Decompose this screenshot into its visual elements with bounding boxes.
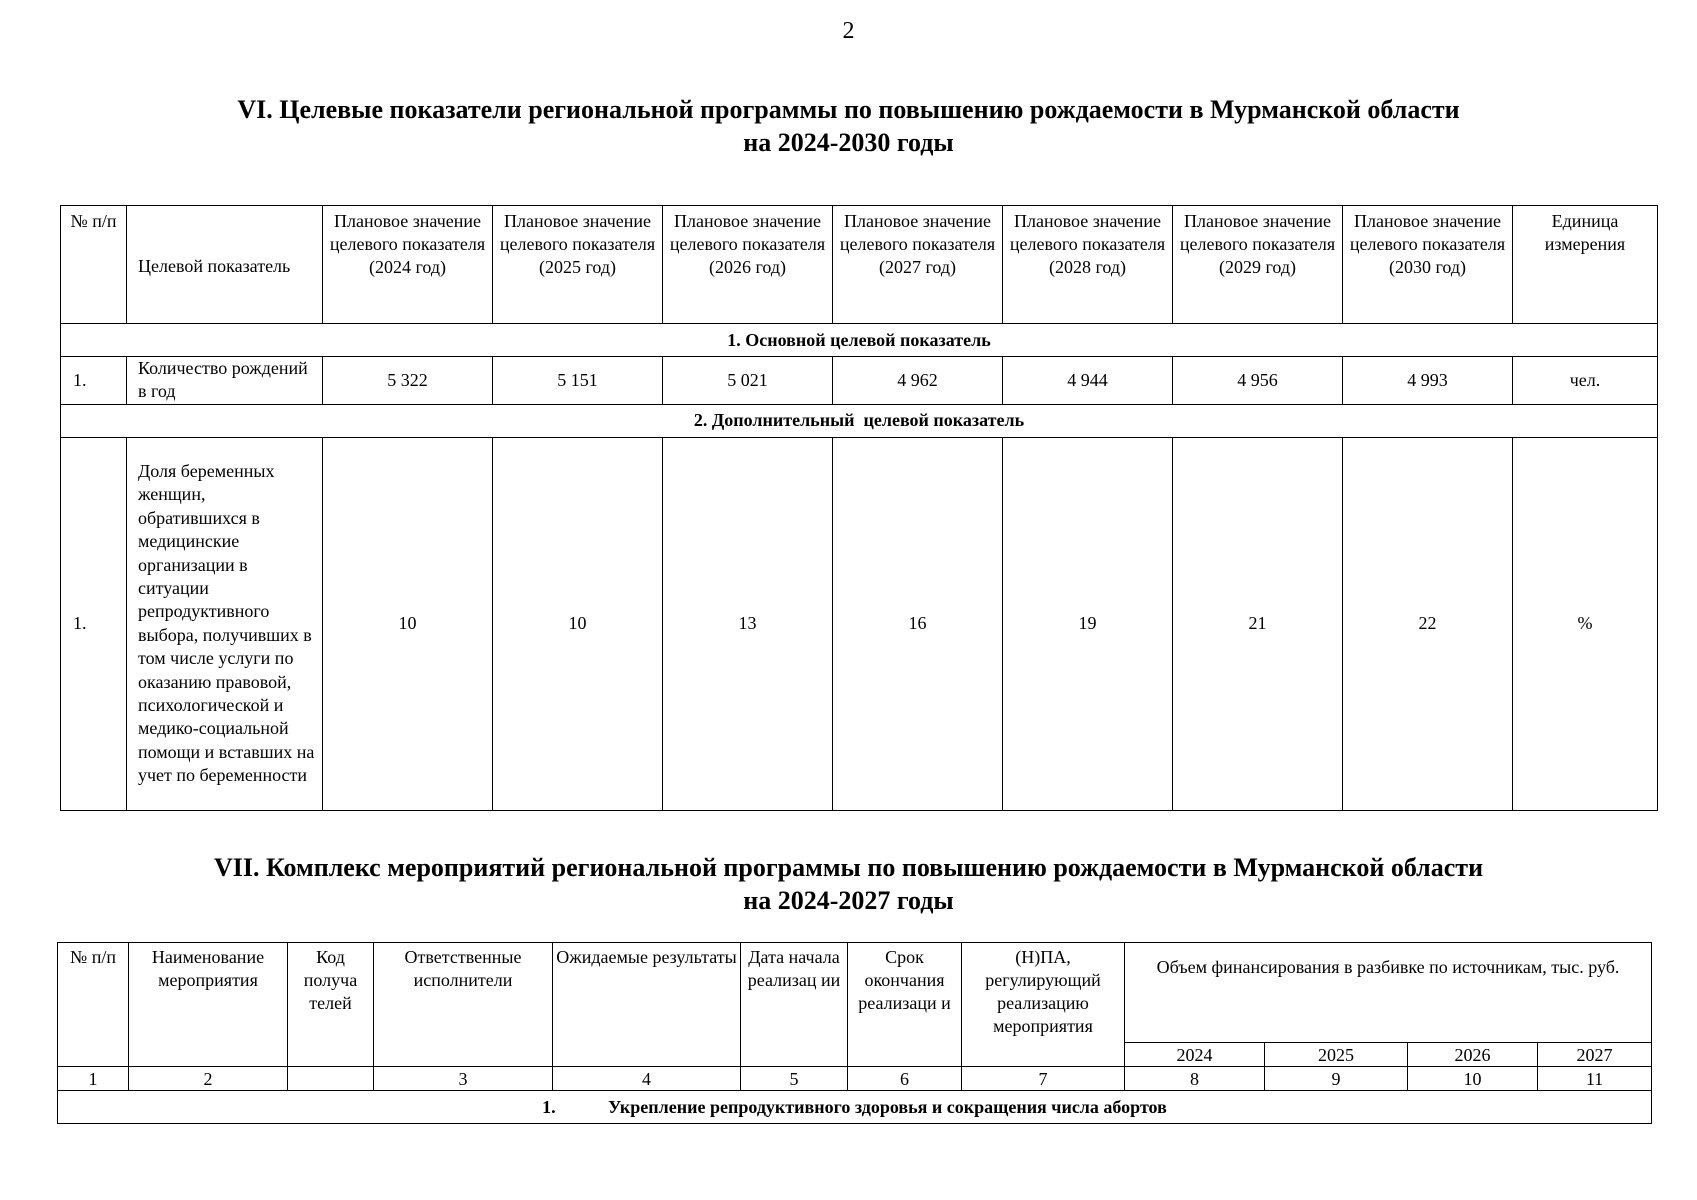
value-2029: 21 — [1173, 437, 1343, 810]
value-2028: 4 944 — [1003, 357, 1173, 405]
section-6-title-line-2: на 2024-2030 годы — [743, 128, 954, 157]
table-header-row — [58, 943, 1652, 1043]
column-number: 10 — [1408, 1067, 1538, 1091]
column-number — [288, 1067, 374, 1091]
section-heading — [58, 1091, 1652, 1124]
section-number: 1. — [542, 1096, 556, 1117]
table-row — [61, 437, 1658, 810]
header-no: № п/п — [58, 943, 129, 1067]
column-number: 8 — [1125, 1067, 1265, 1091]
header-year-2024: Плановое значение целевого показателя (2024 год) — [323, 206, 493, 324]
header-year-2024: 2024 — [1125, 1043, 1265, 1067]
value-2028: 19 — [1003, 437, 1173, 810]
section-6-title — [0, 93, 1697, 159]
section-7-title-line-2: на 2024-2027 годы — [743, 886, 954, 915]
header-unit: Единица измерения — [1513, 206, 1658, 324]
column-number: 4 — [553, 1067, 741, 1091]
column-number: 6 — [848, 1067, 962, 1091]
column-number: 7 — [962, 1067, 1125, 1091]
section-6-title-line-1: VI. Целевые показатели региональной программы по повышению рождаемости в Мурманской области — [237, 95, 1460, 124]
header-year-2025: Плановое значение целевого показателя (2025 год) — [493, 206, 663, 324]
value-2027: 4 962 — [833, 357, 1003, 405]
group-title-additional: 2. Дополнительный целевой показатель — [61, 404, 1658, 437]
header-year-2025: 2025 — [1265, 1043, 1408, 1067]
column-numbers-row — [58, 1067, 1652, 1091]
value-2030: 4 993 — [1343, 357, 1513, 405]
page-number: 2 — [842, 18, 855, 44]
row-unit: чел. — [1513, 357, 1658, 405]
column-number: 3 — [374, 1067, 553, 1091]
header-year-2027: Плановое значение целевого показателя (2027 год) — [833, 206, 1003, 324]
header-financing: Объем финансирования в разбивке по источникам, тыс. руб. — [1125, 943, 1652, 1043]
column-number: 11 — [1538, 1067, 1652, 1091]
value-2024: 10 — [323, 437, 493, 810]
header-year-2027: 2027 — [1538, 1043, 1652, 1067]
row-indicator: Количество рождений в год — [127, 357, 323, 405]
column-number: 2 — [129, 1067, 288, 1091]
value-2025: 5 151 — [493, 357, 663, 405]
group-row-main — [61, 324, 1658, 357]
header-code: Код получа телей — [288, 943, 374, 1067]
section-7-title — [0, 851, 1697, 917]
column-number: 9 — [1265, 1067, 1408, 1091]
column-number: 5 — [741, 1067, 848, 1091]
value-2029: 4 956 — [1173, 357, 1343, 405]
section-heading-title: Укрепление репродуктивного здоровья и сокращения числа абортов — [608, 1096, 1167, 1117]
row-unit: % — [1513, 437, 1658, 810]
value-2026: 13 — [663, 437, 833, 810]
header-start-date: Дата начала реализац ии — [741, 943, 848, 1067]
header-end-date: Срок окончания реализаци и — [848, 943, 962, 1067]
header-year-2026: Плановое значение целевого показателя (2026 год) — [663, 206, 833, 324]
value-2026: 5 021 — [663, 357, 833, 405]
group-row-additional — [61, 404, 1658, 437]
row-indicator: Доля беременных женщин, обратившихся в медицинские организации в ситуации репродуктивного выбора, получивших в том числе услуги по оказанию правовой, психологической и медико-социальной помощи и вставших на учет по беременности — [127, 437, 323, 810]
header-year-2026: 2026 — [1408, 1043, 1538, 1067]
group-title-main: 1. Основной целевой показатель — [61, 324, 1658, 357]
header-year-2029: Плановое значение целевого показателя (2029 год) — [1173, 206, 1343, 324]
table-header-row — [61, 206, 1658, 324]
value-2024: 5 322 — [323, 357, 493, 405]
value-2027: 16 — [833, 437, 1003, 810]
header-results: Ожидаемые результаты — [553, 943, 741, 1067]
activities-table — [57, 942, 1652, 1124]
section-row — [58, 1091, 1652, 1124]
header-year-2028: Плановое значение целевого показателя (2028 год) — [1003, 206, 1173, 324]
value-2025: 10 — [493, 437, 663, 810]
header-indicator: Целевой показатель — [127, 206, 323, 324]
section-7-title-line-1: VII. Комплекс мероприятий региональной программы по повышению рождаемости в Мурманской области — [213, 853, 1484, 882]
table-row — [61, 357, 1658, 405]
target-indicators-table — [60, 205, 1658, 811]
header-npa: (Н)ПА, регулирующий реализацию мероприятия — [962, 943, 1125, 1067]
header-no: № п/п — [61, 206, 127, 324]
header-year-2030: Плановое значение целевого показателя (2030 год) — [1343, 206, 1513, 324]
header-name: Наименование мероприятия — [129, 943, 288, 1067]
value-2030: 22 — [1343, 437, 1513, 810]
column-number: 1 — [58, 1067, 129, 1091]
row-no: 1. — [61, 437, 127, 810]
header-executors: Ответственные исполнители — [374, 943, 553, 1067]
row-no: 1. — [61, 357, 127, 405]
